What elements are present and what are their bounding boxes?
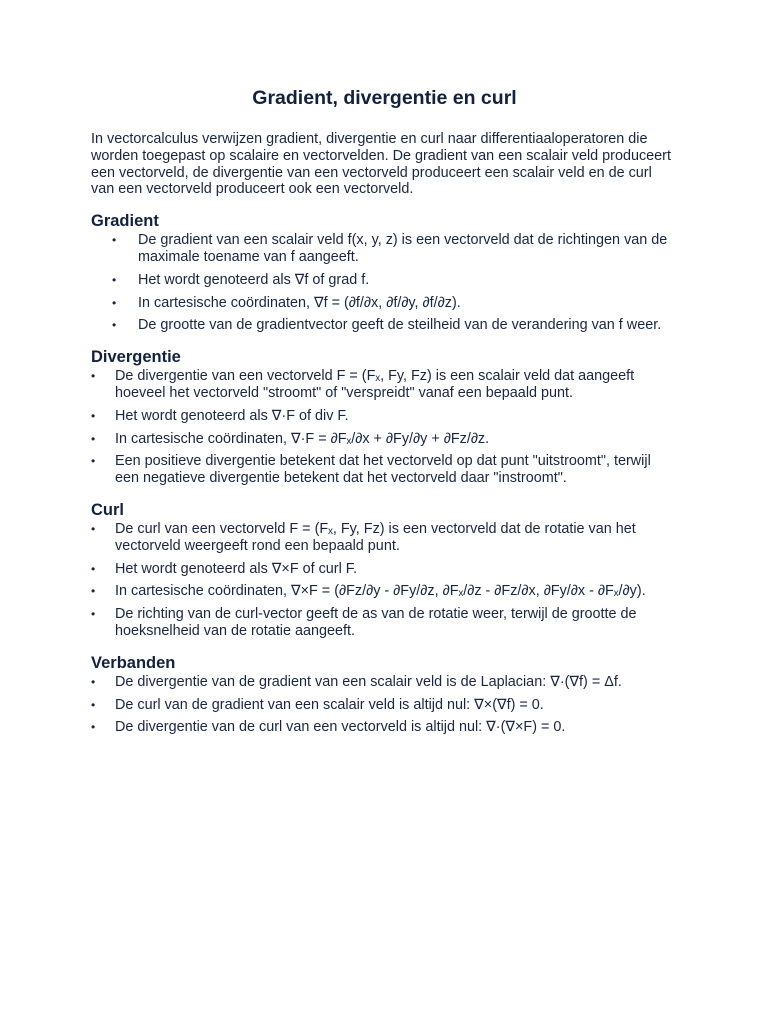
section-gradient — [91, 211, 678, 334]
list-item — [91, 719, 678, 736]
bullet-icon: • — [91, 584, 96, 599]
list-item-text: Het wordt genoteerd als ∇×F of curl F. — [115, 560, 357, 577]
bullet-list-gradient — [91, 232, 678, 334]
list-item — [91, 453, 678, 487]
bullet-icon: • — [91, 431, 96, 446]
list-item — [91, 317, 678, 334]
bullet-icon: • — [91, 454, 96, 469]
list-item-text: De gradient van een scalair veld f(x, y, z) is een vectorveld dat de richtingen van de maximale toename van f aangeeft. — [138, 232, 668, 265]
list-item — [91, 674, 678, 691]
section-heading-verbanden: Verbanden — [91, 653, 176, 672]
list-item — [91, 408, 678, 425]
list-item-text: De curl van de gradient van een scalair veld is altijd nul: ∇×(∇f) = 0. — [115, 696, 544, 713]
section-heading-gradient: Gradient — [91, 212, 159, 231]
list-item-text: De divergentie van een vectorveld F = (Fₓ, Fy, Fz) is een scalair veld dat aangeeft hoeveel het vectorveld "stroomt" of "verspreidt" vanaf een bepaald punt. — [115, 368, 635, 401]
list-item — [91, 272, 678, 289]
section-curl — [91, 500, 678, 640]
bullet-icon: • — [91, 369, 96, 384]
bullet-list-verbanden — [91, 674, 678, 736]
bullet-icon: • — [112, 272, 117, 287]
list-item-text: In cartesische coördinaten, ∇×F = (∂Fz/∂y - ∂Fy/∂z, ∂Fₓ/∂z - ∂Fz/∂x, ∂Fy/∂x - ∂Fₓ/∂y). — [115, 583, 646, 600]
bullet-icon: • — [112, 295, 117, 310]
list-item — [91, 431, 678, 448]
section-verbanden — [91, 653, 678, 736]
list-item — [91, 368, 678, 402]
section-heading-curl: Curl — [91, 500, 124, 519]
list-item — [91, 521, 678, 555]
list-item-text: De divergentie van de curl van een vectorveld is altijd nul: ∇·(∇×F) = 0. — [115, 719, 566, 736]
intro-paragraph: In vectorcalculus verwijzen gradient, divergentie en curl naar differentiaaloperatoren die worden toegepast op scalaire en vectorvelden. De gradient van een scalair veld produceert een vectorveld, de divergentie van een vectorveld produceert een scalair veld en de curl van een vectorveld produceert ook een vectorveld. — [91, 131, 671, 198]
list-item-text: Het wordt genoteerd als ∇f of grad f. — [138, 271, 370, 288]
list-item — [91, 561, 678, 578]
bullet-icon: • — [91, 521, 96, 536]
list-item — [91, 295, 678, 312]
bullet-list-curl — [91, 521, 678, 640]
list-item-text: Een positieve divergentie betekent dat het vectorveld op dat punt "uitstroomt", terwijl een negatieve divergentie betekent dat het vectorveld daar "instroomt". — [115, 453, 651, 487]
bullet-icon: • — [91, 607, 96, 622]
list-item — [91, 583, 678, 600]
section-divergentie — [91, 347, 678, 487]
bullet-icon: • — [91, 697, 96, 712]
list-item-text: De divergentie van de gradient van een scalair veld is de Laplacian: ∇·(∇f) = Δf. — [115, 673, 622, 690]
bullet-icon: • — [112, 318, 117, 333]
section-heading-divergentie: Divergentie — [91, 348, 181, 367]
list-item-text: De curl van een vectorveld F = (Fₓ, Fy, Fz) is een vectorveld dat de rotatie van het vectorveld weergeeft rond een bepaald punt. — [115, 520, 636, 554]
list-item-text: Het wordt genoteerd als ∇·F of div F. — [115, 407, 349, 424]
list-item — [91, 697, 678, 714]
list-item-text: De grootte van de gradientvector geeft de steilheid van de verandering van f weer. — [138, 317, 662, 334]
list-item-text: In cartesische coördinaten, ∇f = (∂f/∂x, ∂f/∂y, ∂f/∂z). — [138, 294, 461, 311]
bullet-icon: • — [91, 674, 96, 689]
list-item — [91, 232, 678, 266]
list-item-text: De richting van de curl-vector geeft de as van de rotatie weer, terwijl de grootte de hoeksnelheid van de rotatie aangeeft. — [115, 606, 637, 639]
list-item-text: In cartesische coördinaten, ∇·F = ∂Fₓ/∂x + ∂Fy/∂y + ∂Fz/∂z. — [115, 430, 490, 447]
bullet-icon: • — [91, 720, 96, 735]
document-title: Gradient, divergentie en curl — [252, 87, 517, 109]
bullet-icon: • — [112, 233, 117, 248]
list-item — [91, 606, 678, 640]
bullet-icon: • — [91, 561, 96, 576]
bullet-icon: • — [91, 408, 96, 423]
bullet-list-divergentie — [91, 368, 678, 487]
